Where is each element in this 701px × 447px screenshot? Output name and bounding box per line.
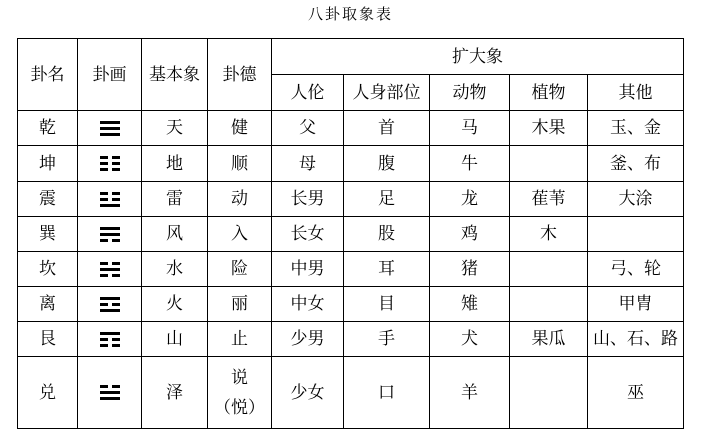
header-row-1: [18, 39, 684, 75]
yang-line: [100, 391, 120, 394]
yin-line: [100, 274, 120, 277]
virtue-alt: （悦）: [214, 397, 265, 418]
plant: 果瓜: [510, 322, 588, 357]
yin-line: [100, 162, 120, 165]
other: 山、石、路: [588, 322, 684, 357]
animal: 牛: [430, 146, 510, 182]
yin-line: [100, 198, 120, 201]
trigram-virtue: 顺: [208, 146, 272, 182]
trigram-virtue: 健: [208, 111, 272, 146]
plant: [510, 287, 588, 322]
header-basic: 基本象: [142, 39, 208, 111]
yin-line: [100, 192, 120, 195]
trigram-virtue: 险: [208, 252, 272, 287]
trigram-name: 坎: [18, 252, 78, 287]
header-symbol: 卦画: [78, 39, 142, 111]
yang-line: [100, 127, 120, 130]
body-part: 足: [344, 182, 430, 217]
yin-line: [100, 344, 120, 347]
table-title: 八卦取象表: [307, 5, 393, 23]
yang-line: [100, 227, 120, 230]
trigram-name: 坤: [18, 146, 78, 182]
body-part: 手: [344, 322, 430, 357]
other: 巫: [588, 357, 684, 429]
basic-image: 水: [142, 252, 208, 287]
body-part: 股: [344, 217, 430, 252]
trigram-name: 离: [18, 287, 78, 322]
animal: 羊: [430, 357, 510, 429]
trigram-virtue: [208, 357, 272, 429]
trigram-name: 艮: [18, 322, 78, 357]
trigram-name: 乾: [18, 111, 78, 146]
basic-image: 火: [142, 287, 208, 322]
yin-line: [100, 303, 120, 306]
trigram-virtue: 入: [208, 217, 272, 252]
trigram-name: 兑: [18, 357, 78, 429]
body-part: 首: [344, 111, 430, 146]
body-part: 目: [344, 287, 430, 322]
header-extended: 扩大象: [272, 39, 684, 75]
basic-image: 风: [142, 217, 208, 252]
table-row: [18, 252, 684, 287]
yang-line: [100, 133, 120, 136]
animal: 犬: [430, 322, 510, 357]
yang-line: [100, 233, 120, 236]
other: 玉、金: [588, 111, 684, 146]
other: 釜、布: [588, 146, 684, 182]
plant: 木果: [510, 111, 588, 146]
trigram-name: 巽: [18, 217, 78, 252]
basic-image: 雷: [142, 182, 208, 217]
trigram-virtue: 丽: [208, 287, 272, 322]
yin-line: [100, 168, 120, 171]
plant: [510, 357, 588, 429]
table-row: [18, 322, 684, 357]
other: [588, 217, 684, 252]
bagua-table: [17, 38, 684, 429]
trigram-symbol: [78, 287, 142, 322]
trigram-virtue: 动: [208, 182, 272, 217]
yang-line: [100, 204, 120, 207]
trigram-icon: [100, 262, 120, 277]
yang-line: [100, 297, 120, 300]
body-part: 耳: [344, 252, 430, 287]
trigram-virtue: 止: [208, 322, 272, 357]
table-row: [18, 287, 684, 322]
trigram-symbol: [78, 217, 142, 252]
family-role: 少男: [272, 322, 344, 357]
yin-line: [100, 239, 120, 242]
trigram-symbol: [78, 146, 142, 182]
trigram-name: 震: [18, 182, 78, 217]
header-name: 卦名: [18, 39, 78, 111]
animal: 鸡: [430, 217, 510, 252]
yang-line: [100, 332, 120, 335]
family-role: 中男: [272, 252, 344, 287]
table-row: [18, 357, 684, 429]
table-row: [18, 182, 684, 217]
plant: [510, 252, 588, 287]
trigram-icon: [100, 156, 120, 171]
other: 大涂: [588, 182, 684, 217]
other: 甲胄: [588, 287, 684, 322]
body-part: 腹: [344, 146, 430, 182]
trigram-symbol: [78, 111, 142, 146]
yang-line: [100, 397, 120, 400]
yin-line: [100, 262, 120, 265]
header-family: 人伦: [272, 75, 344, 111]
animal: 马: [430, 111, 510, 146]
header-body: 人身部位: [344, 75, 430, 111]
family-role: 中女: [272, 287, 344, 322]
family-role: 长男: [272, 182, 344, 217]
family-role: 长女: [272, 217, 344, 252]
trigram-symbol: [78, 182, 142, 217]
basic-image: 地: [142, 146, 208, 182]
yang-line: [100, 309, 120, 312]
trigram-icon: [100, 192, 120, 207]
family-role: 少女: [272, 357, 344, 429]
trigram-icon: [100, 121, 120, 136]
plant: 木: [510, 217, 588, 252]
header-plant: 植物: [510, 75, 588, 111]
animal: 雉: [430, 287, 510, 322]
plant: 萑苇: [510, 182, 588, 217]
family-role: 父: [272, 111, 344, 146]
basic-image: 山: [142, 322, 208, 357]
yang-line: [100, 268, 120, 271]
table-row: [18, 111, 684, 146]
basic-image: 天: [142, 111, 208, 146]
trigram-icon: [100, 385, 120, 400]
body-part: 口: [344, 357, 430, 429]
trigram-symbol: [78, 357, 142, 429]
header-virtue: 卦德: [208, 39, 272, 111]
plant: [510, 146, 588, 182]
trigram-symbol: [78, 322, 142, 357]
table-row: [18, 146, 684, 182]
yin-line: [100, 338, 120, 341]
trigram-icon: [100, 297, 120, 312]
animal: 龙: [430, 182, 510, 217]
virtue-main: 说: [231, 367, 248, 388]
family-role: 母: [272, 146, 344, 182]
header-other: 其他: [588, 75, 684, 111]
animal: 猪: [430, 252, 510, 287]
yin-line: [100, 385, 120, 388]
trigram-icon: [100, 332, 120, 347]
yin-line: [100, 156, 120, 159]
trigram-icon: [100, 227, 120, 242]
yang-line: [100, 121, 120, 124]
basic-image: 泽: [142, 357, 208, 429]
trigram-symbol: [78, 252, 142, 287]
table-row: [18, 217, 684, 252]
other: 弓、轮: [588, 252, 684, 287]
header-animal: 动物: [430, 75, 510, 111]
